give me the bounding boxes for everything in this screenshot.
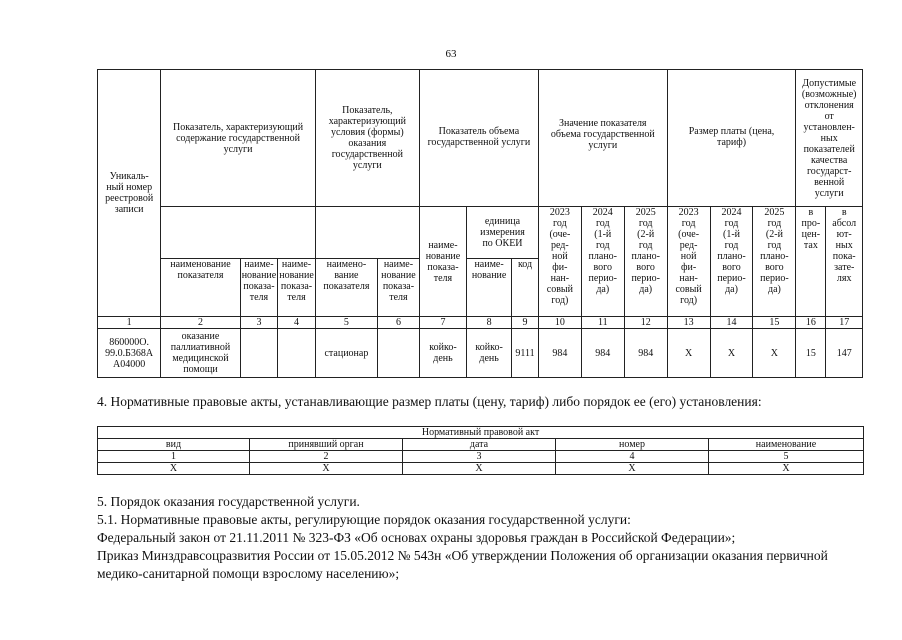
federal-law-line: Федеральный закон от 21.11.2011 № 323-ФЗ «Об основах охраны здоровья граждан в Российской Федерации»; <box>97 530 736 545</box>
legal-act-group-header: Нормативный правовой акт <box>98 427 864 439</box>
col-number: 1 <box>98 451 250 463</box>
header-cond-sub: наиме- нование показа- теля <box>378 259 420 317</box>
col-number: 5 <box>709 451 864 463</box>
header-2024-fee: 2024 год (1-й год плано- вого перио- да) <box>710 207 753 317</box>
cell-reg-number: 860000О. 99.0.Б368А А04000 <box>98 329 161 378</box>
cell-content-sub2 <box>278 329 316 378</box>
cell-number: Х <box>556 463 709 475</box>
header-volume-group: Показатель объема государственной услуги <box>419 70 538 207</box>
col-number: 13 <box>667 317 710 329</box>
section-5-1-title: 5.1. Нормативные правовые акты, регулирующие порядок оказания государственной услуги: <box>97 512 631 527</box>
header-deviation-group: Допустимые (возможные) отклонения от установлен- ных показателей качества государст- венной услуги <box>796 70 863 207</box>
cell-condition-sub <box>378 329 420 378</box>
header-2023-volume: 2023 год (оче- ред- ной фи- нан- совый год) <box>538 207 581 317</box>
table-row <box>98 329 863 378</box>
section-4-title: 4. Нормативные правовые акты, устанавливающие размер платы (цену, тариф) либо порядок ее (его) установления: <box>97 394 762 409</box>
header-content-name: наименование показателя <box>161 259 240 317</box>
legal-acts-table <box>97 426 864 475</box>
col-number: 2 <box>161 317 240 329</box>
col-number: 9 <box>512 317 539 329</box>
header-conditions-group: Показатель, характеризующий условия (формы) оказания государственной услуги <box>315 70 419 207</box>
col-number: 5 <box>315 317 377 329</box>
header-name: наименование <box>709 439 864 451</box>
legal-act-headers <box>98 439 864 451</box>
header-vol-name: наиме- нование показа- теля <box>419 207 466 317</box>
cell-kind: Х <box>98 463 250 475</box>
header-authority: принявший орган <box>250 439 403 451</box>
col-number: 15 <box>753 317 796 329</box>
col-number: 6 <box>378 317 420 329</box>
cell-volume-2025: 984 <box>624 329 667 378</box>
cell-volume-2024: 984 <box>581 329 624 378</box>
page-number: 63 <box>445 48 457 60</box>
cell-volume-name: койко- день <box>419 329 466 378</box>
header-volume-value-group: Значение показателя объема государственной услуги <box>538 70 667 207</box>
cell-authority: Х <box>250 463 403 475</box>
order-line-2: медико-санитарной помощи взрослому населению»; <box>97 566 400 581</box>
column-numbers-row <box>98 317 863 329</box>
header-2023-fee: 2023 год (оче- ред- ной фи- нан- совый год) <box>667 207 710 317</box>
service-volume-table <box>97 69 863 378</box>
cell-fee-2023: Х <box>667 329 710 378</box>
col-number: 4 <box>556 451 709 463</box>
header-2024-volume: 2024 год (1-й год плано- вого перио- да) <box>581 207 624 317</box>
col-number: 16 <box>796 317 826 329</box>
header-fee-group: Размер платы (цена, тариф) <box>667 70 796 207</box>
header-kind: вид <box>98 439 250 451</box>
col-number: 8 <box>467 317 512 329</box>
order-line-1: Приказ Минздравсоцразвития России от 15.05.2012 № 543н «Об утверждении Положения об организации оказания первичной <box>97 548 828 563</box>
col-number: 10 <box>538 317 581 329</box>
col-number: 4 <box>278 317 316 329</box>
col-number: 2 <box>250 451 403 463</box>
header-unit-name: наиме- нование <box>467 259 512 317</box>
header-reg-number: Уникаль- ный номер реестровой записи <box>98 70 161 317</box>
header-deviation-percent: в про- цен- тах <box>796 207 826 317</box>
header-2025-fee: 2025 год (2-й год плано- вого перио- да) <box>753 207 796 317</box>
cell-volume-2023: 984 <box>538 329 581 378</box>
header-content-sub1: наиме- нование показа- теля <box>240 259 278 317</box>
header-number: номер <box>556 439 709 451</box>
cell-content-sub1 <box>240 329 278 378</box>
header-unit-group: единица измерения по ОКЕИ <box>467 207 539 259</box>
col-number: 3 <box>403 451 556 463</box>
col-number: 17 <box>826 317 863 329</box>
header-content-group: Показатель, характеризующий содержание государственной услуги <box>161 70 316 207</box>
header-cond-name: наимено- вание показателя <box>315 259 377 317</box>
cell-deviation-absolute: 147 <box>826 329 863 378</box>
header-unit-code: код <box>512 259 539 317</box>
header-deviation-absolute: в абсол ют- ных пока- зате- лях <box>826 207 863 317</box>
cell-name: Х <box>709 463 864 475</box>
cell-fee-2024: Х <box>710 329 753 378</box>
col-number: 12 <box>624 317 667 329</box>
cell-condition: стационар <box>315 329 377 378</box>
header-2025-volume: 2025 год (2-й год плано- вого перио- да) <box>624 207 667 317</box>
cell-unit-code: 9111 <box>512 329 539 378</box>
table-row <box>98 463 864 475</box>
col-number: 3 <box>240 317 278 329</box>
col-number: 7 <box>419 317 466 329</box>
column-numbers-row <box>98 451 864 463</box>
cell-date: Х <box>403 463 556 475</box>
cell-fee-2025: Х <box>753 329 796 378</box>
cell-unit-name: койко- день <box>467 329 512 378</box>
col-number: 11 <box>581 317 624 329</box>
section-5-title: 5. Порядок оказания государственной услуги. <box>97 494 360 509</box>
header-content-sub2: наиме- нование показа- теля <box>278 259 316 317</box>
col-number: 14 <box>710 317 753 329</box>
cell-deviation-percent: 15 <box>796 329 826 378</box>
cell-content-name: оказание паллиативной медицинской помощи <box>161 329 240 378</box>
header-date: дата <box>403 439 556 451</box>
col-number: 1 <box>98 317 161 329</box>
